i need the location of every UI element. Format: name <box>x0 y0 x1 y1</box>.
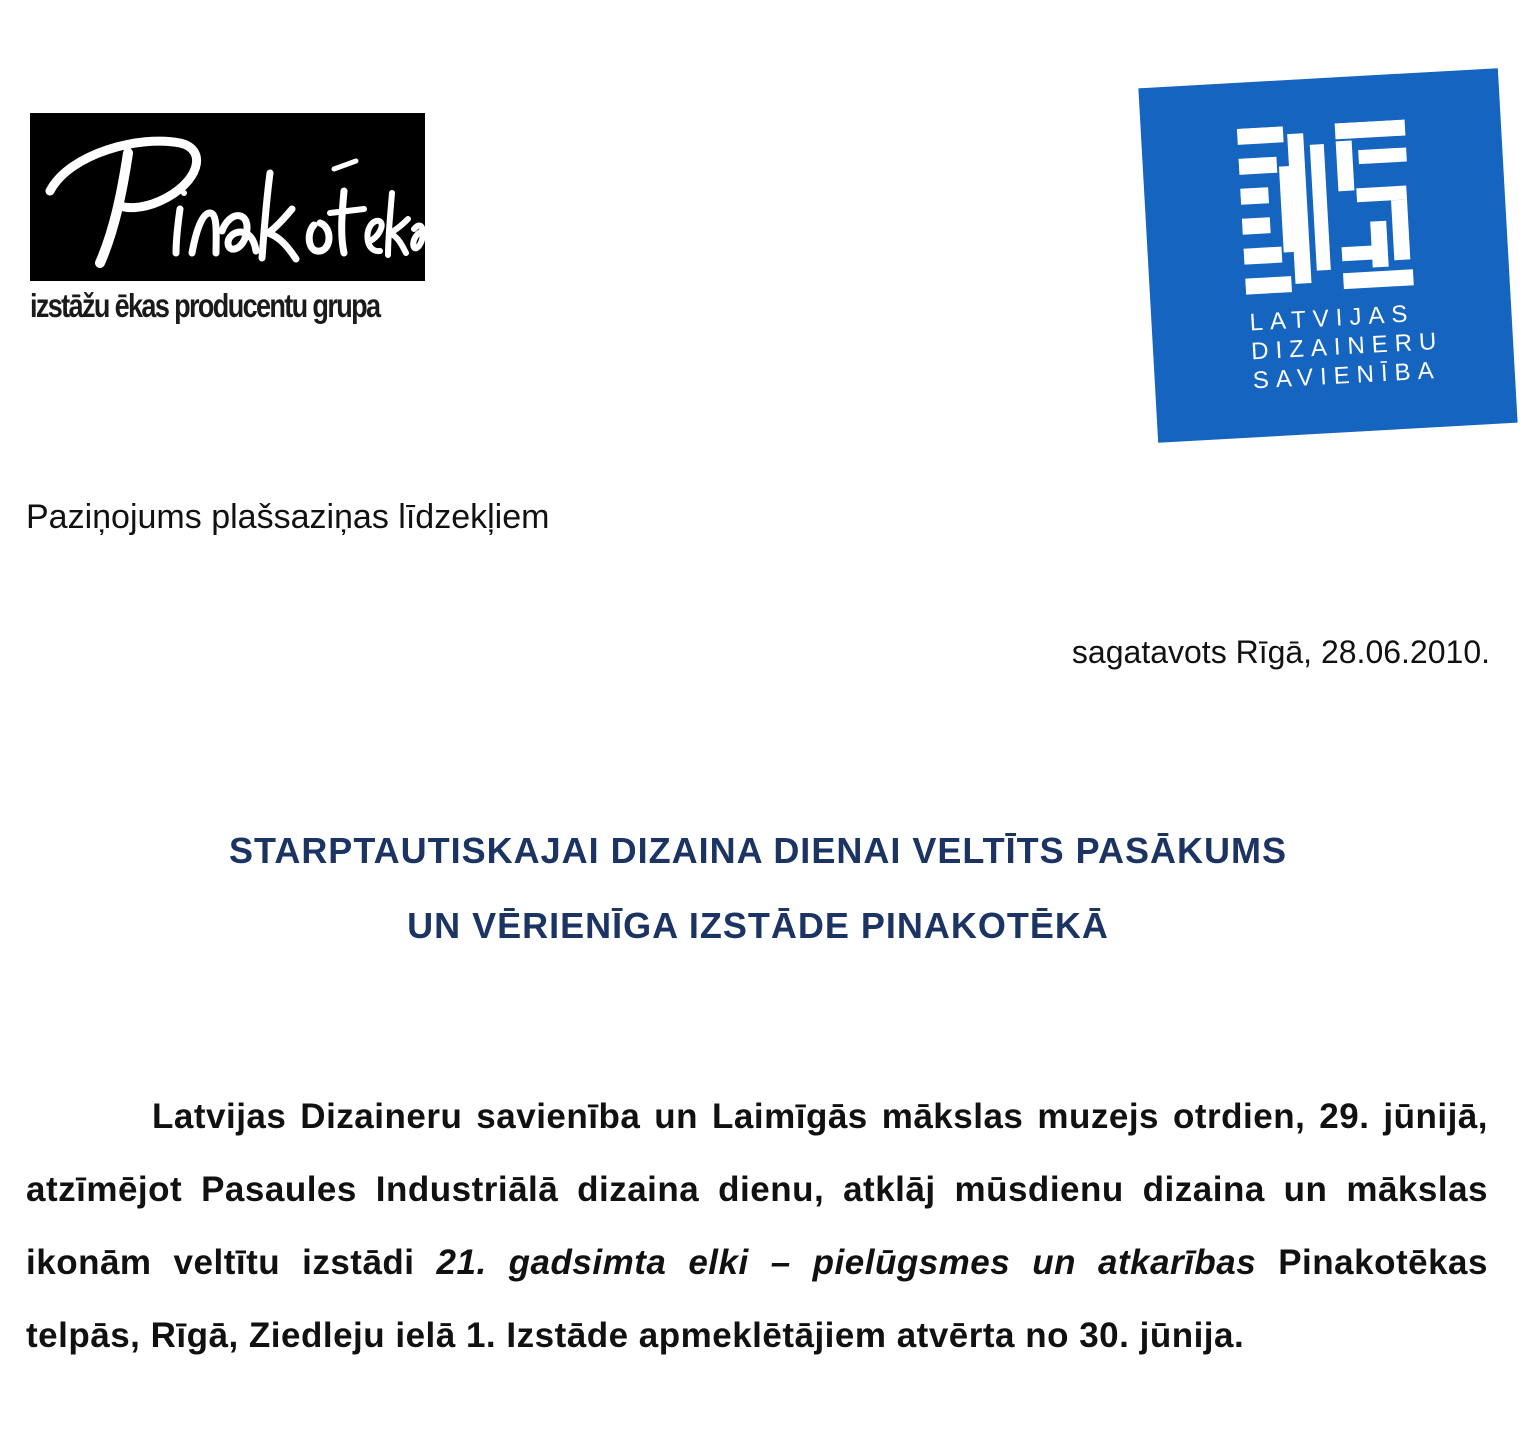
lds-name-line-3: SAVIENĪBA <box>1252 356 1442 395</box>
lds-monogram <box>1237 119 1426 299</box>
lds-name-line-1: LATVIJAS <box>1248 300 1416 337</box>
dateline: sagatavots Rīgā, 28.06.2010. <box>1071 634 1490 670</box>
exhibition-title: 21. gadsimta elki – pielūgsmes un atkarības <box>436 1243 1257 1282</box>
pinakoteka-tagline: izstāžu ēkas producentu grupa <box>30 287 380 324</box>
press-release-label: Paziņojums plašsaziņas līdzekļiem <box>26 498 550 536</box>
pinakoteka-script-wordmark <box>30 113 425 281</box>
body-text-part-2: Pinakotēkas telpās, Rīgā, Ziedleju ielā 1. Izstāde apmeklētājiem atvērta no 30. jūnija. <box>26 1243 1488 1355</box>
lds-name-line-2: DIZAINERU <box>1250 327 1445 366</box>
body-text-part-1: Latvijas Dizaineru savienība un Laimīgās mākslas muzejs otrdien, 29. jūnijā, atzīmējot Pasaules Industriālā dizaina dienu, atklāj mūsdienu dizaina un mākslas ikonām veltītu izstādi <box>26 1097 1488 1282</box>
body-paragraph <box>26 1080 1488 1372</box>
pinakoteka-logo <box>30 113 425 325</box>
pinakoteka-logo-box <box>30 113 425 281</box>
headline-line-1: STARPTAUTISKAJAI DIZAINA DIENAI VELTĪTS PASĀKUMS <box>228 830 1288 871</box>
lds-name <box>1249 298 1446 396</box>
lds-logo <box>1138 68 1517 443</box>
headline-line-2: UN VĒRIENĪGA IZSTĀDE PINAKOTĒKĀ <box>407 905 1109 946</box>
